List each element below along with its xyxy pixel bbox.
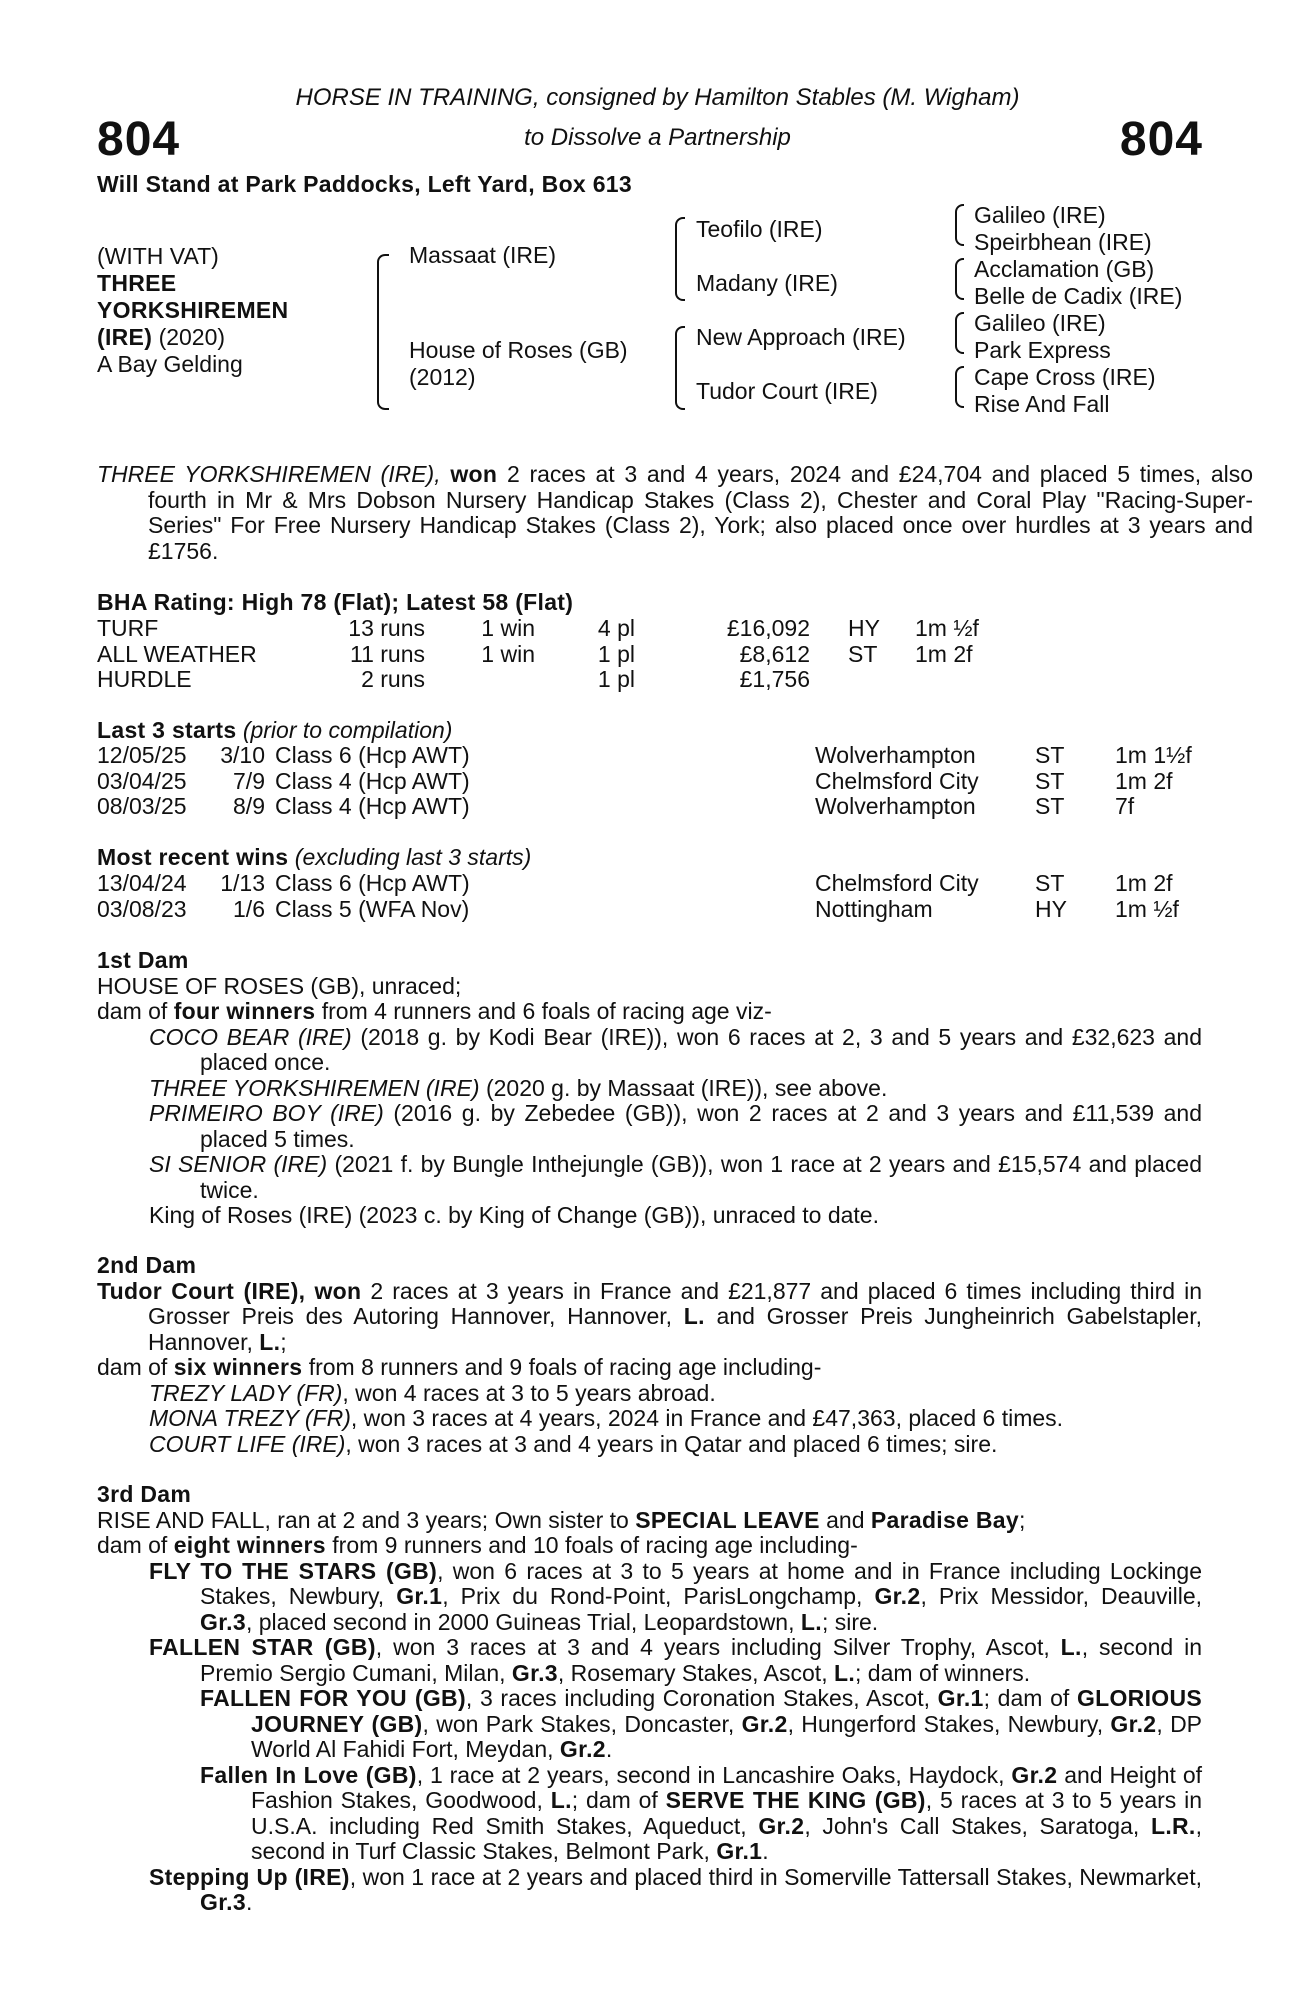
first-dam-line: HOUSE OF ROSES (GB), unraced;: [97, 972, 462, 999]
produce-entry: [97, 1076, 1202, 1102]
text: from 9 runners and 10 foals of racing age including-: [332, 1532, 858, 1558]
rating-placed: 1 pl: [597, 666, 635, 692]
text: and Grosser Preis Jungheinrich Gabelstapler, Hannover,: [148, 1303, 1202, 1355]
text: , second in Turf Classic Stakes, Belmont Park,: [251, 1812, 1203, 1864]
start-course: Chelmsford City: [815, 767, 979, 794]
lot-number-left: 804: [97, 113, 181, 166]
produce-name: SERVE THE KING (GB): [665, 1787, 926, 1813]
last-starts-heading-line: [97, 718, 452, 744]
produce-entry: [97, 1686, 1202, 1763]
grade-tag: Gr.2: [1110, 1710, 1157, 1737]
pedigree-brace-dd: [955, 366, 964, 408]
stand-location: Will Stand at Park Paddocks, Left Yard, Box 613: [97, 171, 632, 197]
second-dam-record: [97, 1279, 1202, 1356]
text: , 5 races at 3 to 5 years in U.S.A. including Red Smith Stakes, Aqueduct,: [251, 1787, 1203, 1839]
listed-tag: L.: [833, 1659, 856, 1686]
rating-runs: 11 runs: [349, 640, 425, 667]
text: .: [762, 1838, 769, 1864]
win-distance: 1m ½f: [1115, 895, 1179, 922]
pedigree-sire-dam: Madany (IRE): [696, 270, 838, 296]
table-row: [97, 616, 1005, 642]
winner-count: four winners: [173, 998, 316, 1024]
text: , Prix du Rond-Point, ParisLongchamp,: [442, 1583, 863, 1609]
start-going: ST: [1035, 767, 1065, 794]
summary-horse-name: THREE YORKSHIREMEN (IRE),: [97, 461, 441, 487]
rating-distance: 1m ½f: [915, 615, 979, 641]
pedigree-brace-main: [377, 254, 389, 410]
rating-heading: BHA Rating: High 78 (Flat); Latest 58 (Flat): [97, 589, 574, 615]
win-course: Nottingham: [815, 895, 933, 922]
table-row: [97, 871, 1205, 897]
start-date: 08/03/25: [97, 793, 187, 819]
text: dam of: [97, 1354, 168, 1380]
grade-tag: Gr.1: [716, 1838, 763, 1864]
grade-tag: Gr.3: [200, 1608, 246, 1635]
rating-distance: [915, 667, 1005, 693]
rating-going: ST: [848, 640, 878, 667]
rating-prize: £16,092: [726, 615, 810, 641]
winner-count: eight winners: [173, 1532, 326, 1558]
rating-prize: £8,612: [739, 640, 810, 667]
sibling-name: Paradise Bay: [870, 1506, 1019, 1533]
pedigree-dd-dam: Rise And Fall: [974, 391, 1110, 417]
produce-name: GLORIOUS JOURNEY (GB): [251, 1685, 1203, 1737]
third-dam-line: [97, 1508, 1202, 1534]
win-going: ST: [1035, 870, 1065, 896]
rating-placed: 1 pl: [597, 640, 635, 667]
text: , Prix Messidor, Deauville,: [920, 1583, 1202, 1609]
text: ; dam of: [983, 1685, 1070, 1711]
grade-tag: Gr.2: [741, 1710, 788, 1737]
text: , second in Premio Sergio Cumani, Milan,: [200, 1634, 1202, 1686]
produce-text: (2016 g. by Zebedee (GB)), won 2 races at 2 and 3 years and £11,539 and placed 5 times.: [200, 1100, 1202, 1152]
produce-text: , won 3 races at 4 years, 2024 in France and £47,363, placed 6 times.: [350, 1405, 1064, 1431]
produce-name: FALLEN FOR YOU (GB): [200, 1685, 466, 1711]
pedigree-ds-dam: Park Express: [974, 337, 1111, 363]
produce-entry: [97, 1152, 1202, 1203]
recent-wins-table: [97, 871, 1205, 922]
rating-surface: TURF: [97, 615, 159, 641]
rating-wins: [425, 667, 535, 693]
pedigree-dam-dam: Tudor Court (IRE): [696, 378, 878, 404]
third-dam-section: [97, 1482, 1202, 1916]
start-race: Class 4 (Hcp AWT): [275, 793, 470, 819]
grade-tag: Gr.2: [559, 1736, 606, 1762]
start-distance: 1m 1½f: [1115, 742, 1192, 768]
win-date: 13/04/24: [97, 870, 187, 896]
produce-entry: [97, 1763, 1202, 1865]
pedigree-dam: House of Roses (GB): [409, 337, 628, 363]
text: and: [826, 1506, 865, 1533]
produce-name: MONA TREZY (FR): [149, 1405, 351, 1431]
grade-tag: Gr.2: [874, 1583, 921, 1609]
text: 2 races at 3 years in France and £21,877 and placed 6 times including third in Grosser Preis des Autoring Hannover, Hannover,: [148, 1277, 1203, 1329]
text: , Hungerford Stakes, Newbury,: [787, 1710, 1104, 1737]
listed-tag: L.: [550, 1787, 572, 1813]
rating-wins: 1 win: [481, 640, 535, 667]
text: , won 3 races at 3 and 4 years including Silver Trophy, Ascot,: [375, 1634, 1050, 1660]
last-starts-note: (prior to compilation): [242, 717, 453, 743]
section-heading: 1st Dam: [97, 947, 189, 973]
rating-surface: HURDLE: [97, 666, 192, 692]
win-date: 03/08/23: [97, 895, 187, 922]
listed-tag: L.: [683, 1303, 705, 1329]
rating-distance: 1m 2f: [915, 640, 973, 667]
recent-wins-heading: Most recent wins: [97, 844, 289, 870]
grade-tag: Gr.3: [511, 1659, 558, 1686]
listed-tag: L.: [800, 1608, 822, 1635]
rating-surface: ALL WEATHER: [97, 640, 257, 667]
second-dam-produce-summary: [97, 1355, 1202, 1381]
produce-entry: [97, 1865, 1202, 1916]
text: dam of: [97, 998, 168, 1024]
rating-table: [97, 616, 1005, 693]
winner-count: six winners: [173, 1354, 303, 1380]
listed-tag: L.R.: [1150, 1812, 1196, 1839]
text: , 1 race at 2 years, second in Lancashire Oaks, Haydock,: [416, 1761, 1005, 1788]
rating-prize: £1,756: [739, 666, 810, 692]
start-course: Wolverhampton: [815, 742, 976, 768]
text: ;: [1018, 1506, 1026, 1533]
win-distance: 1m 2f: [1115, 870, 1173, 896]
rating-wins: 1 win: [481, 615, 535, 641]
pedigree-brace-sd: [955, 258, 964, 300]
rating-placed: 4 pl: [597, 615, 635, 641]
text: , DP World Al Fahidi Fort, Meydan,: [251, 1710, 1203, 1762]
start-position: 8/9: [233, 793, 265, 819]
start-distance: 1m 2f: [1115, 767, 1173, 794]
text: ;: [280, 1328, 287, 1355]
consignor-line: HORSE IN TRAINING, consigned by Hamilton Stables (M. Wigham): [295, 84, 1020, 111]
grade-tag: Gr.3: [200, 1889, 246, 1915]
sibling-name: SPECIAL LEAVE: [635, 1506, 820, 1533]
text: , 3 races including Coronation Stakes, Ascot,: [465, 1685, 930, 1711]
second-dam-section: [97, 1253, 1202, 1457]
grade-tag: Gr.2: [1011, 1761, 1058, 1788]
produce-name: COCO BEAR (IRE): [149, 1023, 352, 1050]
grade-tag: Gr.2: [758, 1812, 805, 1839]
produce-text: , won 4 races at 3 to 5 years abroad.: [342, 1379, 716, 1406]
table-row: [97, 794, 1205, 820]
text: .: [245, 1889, 253, 1915]
produce-text: (2021 f. by Bungle Inthejungle (GB)), won 1 race at 2 years and £15,574 and placed twice.: [200, 1151, 1203, 1203]
produce-entry: [97, 1101, 1202, 1152]
summary-text: 2 races at 3 and 4 years, 2024 and £24,704 and placed 5 times, also fourth in Mr & Mrs Dobson Nursery Handicap Stakes (Class 2), Chester and Coral Play "Racing-Super-Series" For Free Nursery Handicap Stakes (Class 2), York; also placed once over hurdles at 3 years and £1756.: [148, 461, 1254, 564]
horse-suffix: (IRE): [97, 324, 153, 350]
pedigree-ss-sire: Galileo (IRE): [974, 202, 1106, 228]
pedigree-ds-sire: Galileo (IRE): [974, 310, 1106, 336]
horse-description: A Bay Gelding: [97, 351, 243, 377]
text: and Height of Fashion Stakes, Goodwood,: [251, 1761, 1203, 1813]
last-starts-heading: Last 3 starts: [97, 717, 237, 743]
text: , Rosemary Stakes, Ascot,: [557, 1659, 828, 1686]
recent-wins-note: (excluding last 3 starts): [294, 844, 532, 870]
pedigree-dam-year: (2012): [409, 364, 476, 390]
produce-entry: King of Roses (IRE) (2023 c. by King of Change (GB)), unraced to date.: [149, 1202, 879, 1228]
produce-entry: [97, 1406, 1202, 1432]
win-race: Class 6 (Hcp AWT): [275, 870, 470, 896]
grade-tag: Gr.1: [937, 1685, 984, 1711]
section-heading: 3rd Dam: [97, 1481, 192, 1507]
horse-name-line2: YORKSHIREMEN: [97, 297, 289, 323]
text: ; dam of: [571, 1787, 658, 1813]
listed-tag: L.: [1060, 1634, 1082, 1660]
start-race: Class 6 (Hcp AWT): [275, 742, 470, 768]
start-distance: 7f: [1115, 793, 1135, 819]
produce-entry: [97, 1635, 1202, 1686]
horse-suffix-year: [97, 324, 288, 351]
text: , won Park Stakes, Doncaster,: [422, 1710, 735, 1737]
win-position: 1/6: [233, 895, 265, 922]
pedigree-sire: Massaat (IRE): [409, 242, 556, 268]
produce-name: FALLEN STAR (GB): [149, 1634, 376, 1660]
table-row: [97, 667, 1005, 693]
grade-tag: Gr.1: [396, 1583, 443, 1609]
produce-text: (2018 g. by Kodi Bear (IRE)), won 6 races at 2, 3 and 5 years and £32,623 and placed once.: [200, 1023, 1203, 1075]
win-going: HY: [1035, 895, 1067, 922]
win-race: Class 5 (WFA Nov): [275, 895, 470, 922]
text: from 4 runners and 6 foals of racing age viz-: [321, 998, 772, 1024]
text: ; dam of winners.: [855, 1659, 1031, 1686]
win-position: 1/13: [220, 870, 265, 896]
produce-name: PRIMEIRO BOY (IRE): [149, 1100, 384, 1126]
produce-entry: [97, 1381, 1202, 1407]
recent-wins-heading-line: [97, 845, 531, 871]
produce-entry: [97, 1432, 1202, 1458]
win-course: Chelmsford City: [815, 870, 979, 896]
summary-won: won: [450, 461, 498, 487]
produce-name: COURT LIFE (IRE): [149, 1430, 346, 1457]
won-label: won: [314, 1277, 362, 1304]
text: , won 6 races at 3 to 5 years at home and in France including Lockinge Stakes, Newbury,: [200, 1557, 1203, 1609]
race-summary: [97, 462, 1253, 564]
produce-name: FLY TO THE STARS (GB): [149, 1557, 438, 1584]
start-going: ST: [1035, 742, 1065, 768]
produce-entry: [97, 1025, 1202, 1076]
last-starts-table: [97, 743, 1205, 820]
lot-number-right: 804: [1119, 113, 1203, 166]
pedigree-brace-sire: [675, 217, 685, 301]
pedigree-dam-sire: New Approach (IRE): [696, 324, 906, 350]
section-heading: 2nd Dam: [97, 1252, 197, 1278]
text: ; sire.: [821, 1608, 879, 1635]
rating-going: [810, 667, 915, 693]
rating-going: HY: [848, 615, 880, 641]
text: dam of: [97, 1532, 168, 1558]
text: from 8 runners and 9 foals of racing age including-: [308, 1354, 822, 1380]
pedigree-sire-sire: Teofilo (IRE): [696, 216, 823, 242]
start-date: 03/04/25: [97, 767, 187, 794]
table-row: [97, 769, 1205, 795]
pedigree-ss-dam: Speirbhean (IRE): [974, 229, 1152, 255]
pedigree-brace-dam: [675, 326, 685, 410]
produce-text: (2020 g. by Massaat (IRE)), see above.: [485, 1074, 888, 1101]
rating-runs: 13 runs: [348, 615, 425, 641]
pedigree-sd-sire: Acclamation (GB): [974, 256, 1155, 282]
pedigree-brace-ds: [955, 312, 964, 354]
horse-year: (2020): [158, 324, 226, 350]
table-row: [97, 897, 1205, 923]
pedigree-sd-dam: Belle de Cadix (IRE): [974, 283, 1183, 309]
start-course: Wolverhampton: [815, 793, 976, 819]
text: , placed second in 2000 Guineas Trial, Leopardstown,: [245, 1608, 795, 1635]
produce-text: , won 3 races at 3 and 4 years in Qatar and placed 6 times; sire.: [345, 1430, 998, 1457]
table-row: [97, 642, 1005, 668]
produce-name: Stepping Up (IRE): [149, 1863, 350, 1890]
third-dam-produce-summary: [97, 1533, 1202, 1559]
produce-name: Fallen In Love (GB): [200, 1761, 417, 1788]
text: .: [605, 1736, 613, 1762]
dam-name: Tudor Court (IRE),: [97, 1277, 306, 1304]
first-dam-produce-summary: [97, 999, 1202, 1025]
start-date: 12/05/25: [97, 742, 187, 768]
start-position: 3/10: [220, 742, 265, 768]
text: , won 1 race at 2 years and placed third in Somerville Tattersall Stakes, Newmarket,: [349, 1863, 1203, 1890]
horse-name-line1: THREE: [97, 270, 177, 296]
first-dam-section: [97, 948, 1202, 1229]
start-race: Class 4 (Hcp AWT): [275, 767, 470, 794]
table-row: [97, 743, 1205, 769]
vat-note: (WITH VAT): [97, 243, 219, 269]
rating-runs: 2 runs: [361, 666, 425, 692]
pedigree-brace-ss: [955, 204, 964, 246]
produce-name: TREZY LADY (FR): [149, 1379, 343, 1406]
produce-name: SI SENIOR (IRE): [149, 1151, 328, 1177]
produce-entry: [97, 1559, 1202, 1636]
horse-block: [97, 243, 288, 378]
start-going: ST: [1035, 793, 1065, 819]
consignor-subline: to Dissolve a Partnership: [524, 124, 791, 151]
text: RISE AND FALL, ran at 2 and 3 years; Own sister to: [97, 1506, 629, 1533]
text: , John's Call Stakes, Saratoga,: [804, 1812, 1140, 1839]
start-position: 7/9: [233, 767, 265, 794]
produce-name: THREE YORKSHIREMEN (IRE): [149, 1074, 480, 1101]
listed-tag: L.: [259, 1328, 281, 1355]
pedigree-dd-sire: Cape Cross (IRE): [974, 364, 1156, 390]
